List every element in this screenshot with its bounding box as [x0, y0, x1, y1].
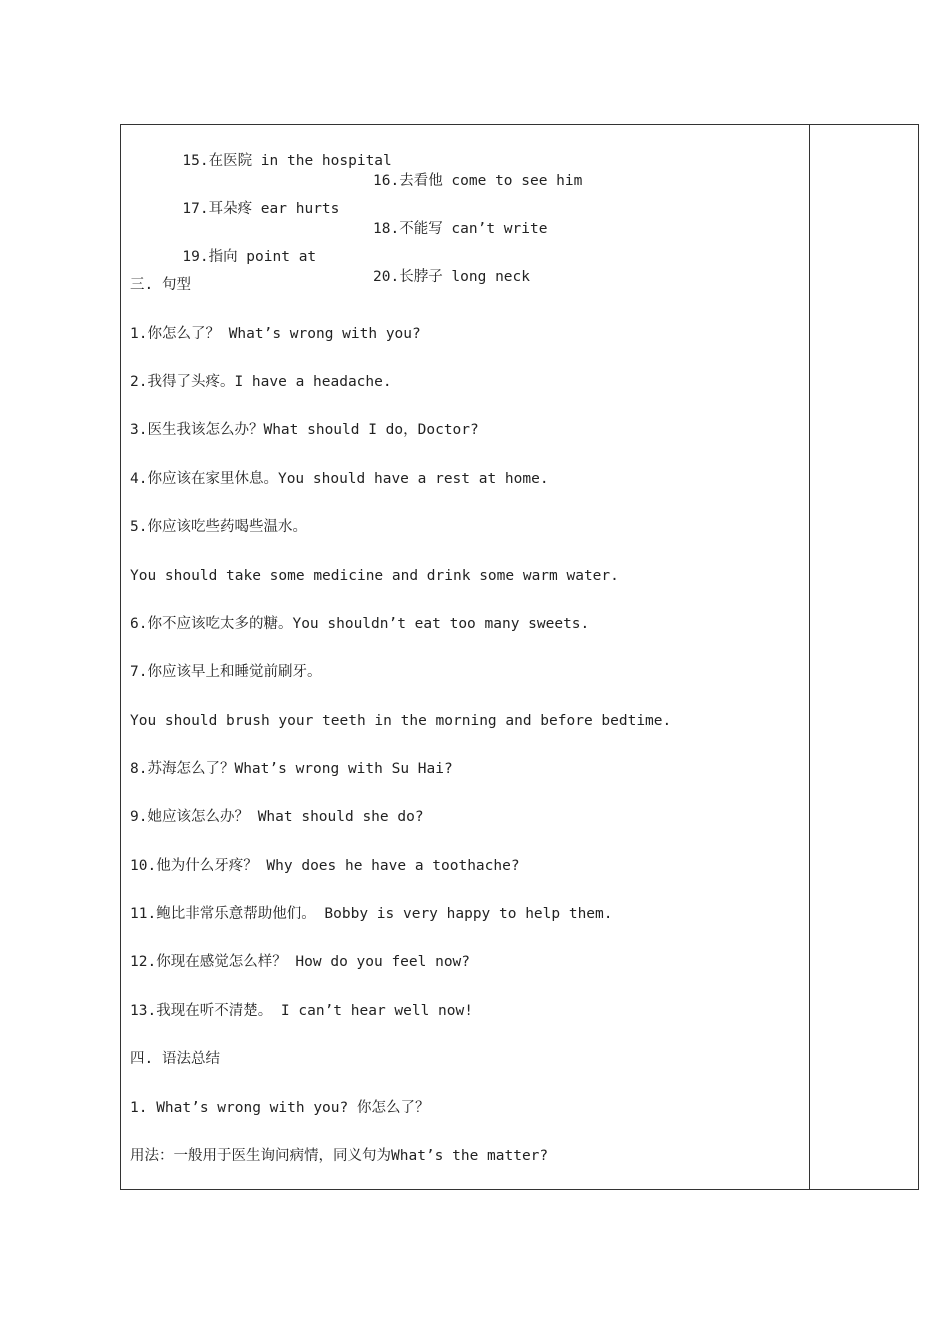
sentence-line: You should brush your teeth in the morning and before bedtime.	[130, 713, 672, 729]
vocab-item: 18.不能写 can’t write	[373, 221, 548, 237]
vocab-item: 20.长脖子 long neck	[373, 269, 530, 285]
sentence-line: You should take some medicine and drink some warm water.	[130, 568, 619, 584]
sentence-line: 5.你应该吃些药喝些温水。	[130, 519, 307, 535]
sentence-line: 10.他为什么牙疼？ Why does he have a toothache?	[130, 858, 520, 874]
sentence-line: 12.你现在感觉怎么样？ How do you feel now?	[130, 954, 471, 970]
section-heading: 四. 语法总结	[130, 1051, 220, 1067]
grammar-line: 用法：一般用于医生询问病情，同义句为What’s the matter?	[130, 1148, 549, 1164]
notes-cell	[810, 125, 918, 1189]
vocab-item: 15.在医院 in the hospital	[182, 153, 392, 169]
sentence-line: 11.鲍比非常乐意帮助他们。 Bobby is very happy to help them.	[130, 906, 613, 922]
content-cell	[121, 125, 810, 1189]
section-heading: 三. 句型	[130, 277, 191, 293]
sentence-line: 6.你不应该吃太多的糖。You shouldn’t eat too many sweets.	[130, 616, 590, 632]
lesson-table	[120, 124, 919, 1190]
grammar-line: 1. What’s wrong with you? 你怎么了？	[130, 1100, 430, 1116]
sentence-line: 13.我现在听不清楚。 I can’t hear well now!	[130, 1003, 473, 1019]
sentence-line: 7.你应该早上和睡觉前刷牙。	[130, 664, 322, 680]
sentence-line: 8.苏海怎么了？What’s wrong with Su Hai?	[130, 761, 453, 777]
vocab-item: 16.去看他 come to see him	[373, 173, 583, 189]
sentence-line: 1.你怎么了？ What’s wrong with you?	[130, 326, 421, 342]
sentence-line: 3.医生我该怎么办？What should I do，Doctor?	[130, 422, 479, 438]
sentence-line: 4.你应该在家里休息。You should have a rest at home.	[130, 471, 549, 487]
vocab-item: 19.指向 point at	[182, 249, 317, 265]
vocab-item: 17.耳朵疼 ear hurts	[182, 201, 340, 217]
sentence-line: 9.她应该怎么办？ What should she do?	[130, 809, 424, 825]
sentence-line: 2.我得了头疼。I have a headache.	[130, 374, 392, 390]
